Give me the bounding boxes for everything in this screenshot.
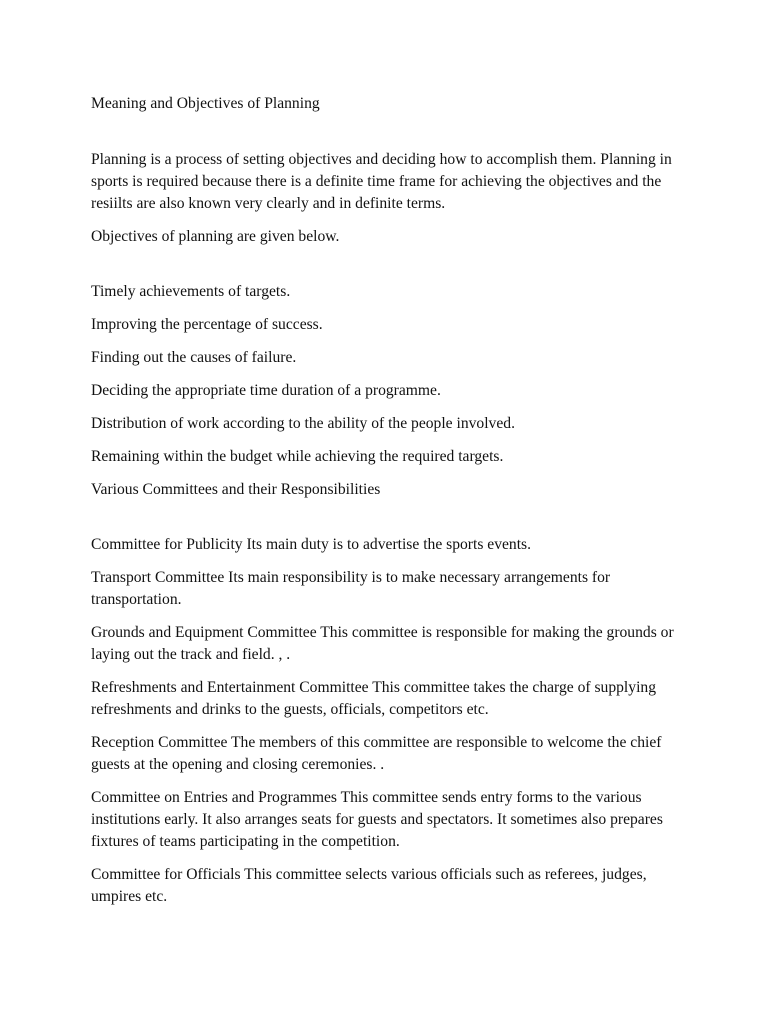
objective-item: Deciding the appropriate time duration of a programme. [91,382,441,399]
objective-item: Timely achievements of targets. [91,283,291,300]
committee-item: Refreshments and Entertainment Committee This committee takes the charge of supplying refreshments and drinks to the guests, officials, competitors etc. [91,679,656,718]
objective-item: Improving the percentage of success. [91,316,323,333]
committee-item: Committee for Publicity Its main duty is to advertise the sports events. [91,536,532,553]
objective-item: Finding out the causes of failure. [91,349,297,366]
committee-item: Committee for Officials This committee selects various officials such as referees, judges, umpires etc. [91,866,647,905]
committee-item: Grounds and Equipment Committee This committee is responsible for making the grounds or laying out the track and field. , . [91,624,674,663]
objectives-lead: Objectives of planning are given below. [91,228,340,245]
document-page [91,93,691,908]
intro-paragraph: Planning is a process of setting objectives and deciding how to accomplish them. Planning in sports is required because there is a definite time frame for achieving the objectives and the resiilts are also known very clearly and in definite terms. [91,151,672,212]
committee-item: Committee on Entries and Programmes This committee sends entry forms to the various institutions early. It also arranges seats for guests and spectators. It sometimes also prepares fixtures of teams participating in the competition. [91,789,663,850]
committee-item: Transport Committee Its main responsibility is to make necessary arrangements for transportation. [91,569,611,608]
committee-item: Reception Committee The members of this committee are responsible to welcome the chief guests at the opening and closing ceremonies. . [91,734,662,773]
objective-item: Remaining within the budget while achieving the required targets. [91,448,504,465]
committees-heading: Various Committees and their Responsibilities [91,481,381,498]
document-title: Meaning and Objectives of Planning [91,95,320,112]
objective-item: Distribution of work according to the ability of the people involved. [91,415,515,432]
